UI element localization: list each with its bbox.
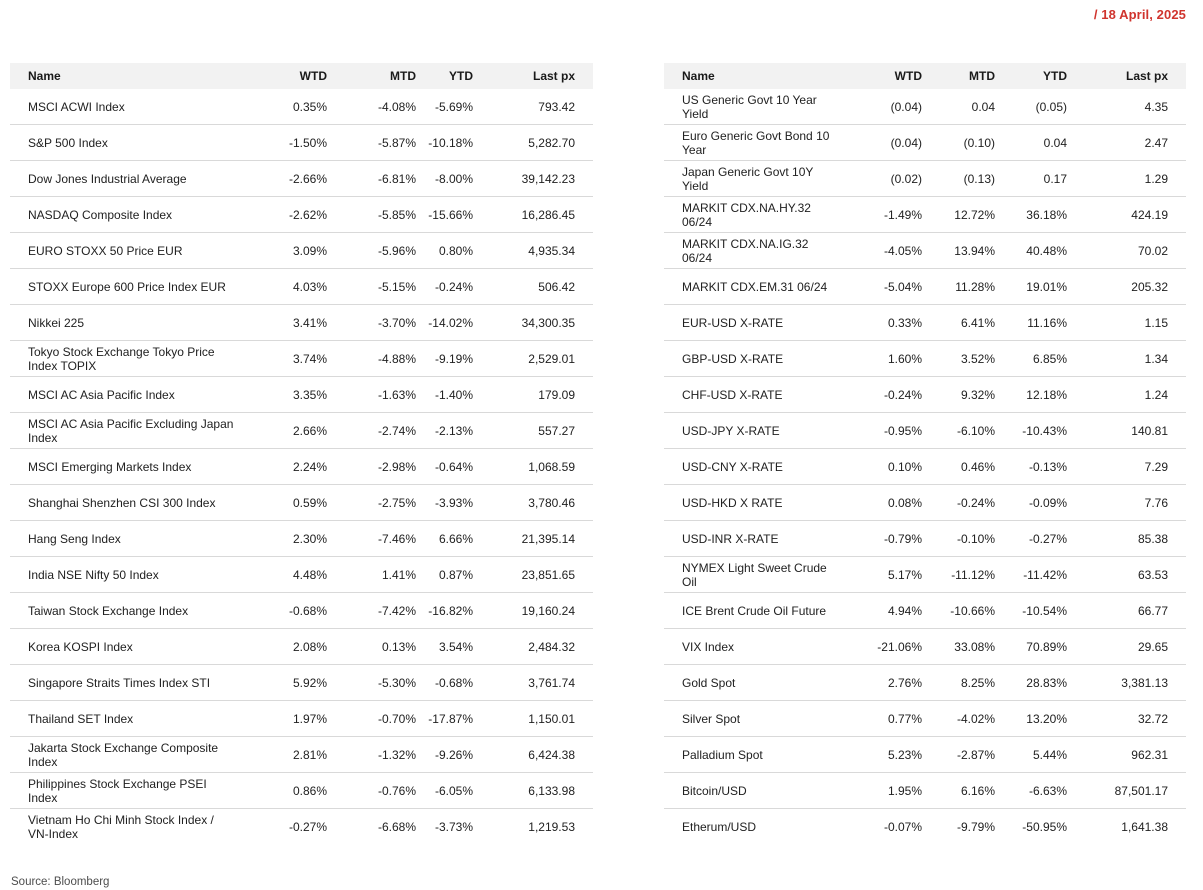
table-row xyxy=(10,305,593,341)
ytd-cell: (0.05) xyxy=(1035,99,1067,114)
mtd-cell: -1.63% xyxy=(327,377,416,413)
mtd-cell: -0.76% xyxy=(327,773,416,809)
table-row xyxy=(664,449,1186,485)
table-row xyxy=(10,413,593,449)
wtd-cell: 4.03% xyxy=(237,269,327,305)
table-row xyxy=(10,629,593,665)
table-row xyxy=(664,485,1186,521)
ytd-cell: -0.09% xyxy=(995,485,1067,521)
mtd-cell: 3.52% xyxy=(922,341,995,377)
name-cell: Nikkei 225 xyxy=(10,305,237,341)
table-row xyxy=(664,233,1186,269)
ytd-cell: -0.64% xyxy=(416,449,473,485)
last-px-cell: 1,150.01 xyxy=(473,701,593,737)
mtd-cell: -1.32% xyxy=(327,737,416,773)
mtd-cell: -2.74% xyxy=(327,413,416,449)
name-cell: Dow Jones Industrial Average xyxy=(10,161,237,197)
last-px-cell: 205.32 xyxy=(1067,269,1186,305)
mtd-cell: -5.85% xyxy=(327,197,416,233)
mtd-cell: -2.75% xyxy=(327,485,416,521)
table-row xyxy=(664,413,1186,449)
last-px-cell: 2,529.01 xyxy=(473,341,593,377)
wtd-cell: -0.27% xyxy=(237,809,327,845)
wtd-cell: 1.95% xyxy=(830,773,922,809)
wtd-cell: 3.35% xyxy=(237,377,327,413)
last-px-cell: 2.47 xyxy=(1067,125,1186,161)
table-row xyxy=(664,701,1186,737)
mtd-cell: -3.70% xyxy=(327,305,416,341)
ytd-cell: -0.13% xyxy=(995,449,1067,485)
wtd-cell: 0.33% xyxy=(830,305,922,341)
col-header-mtd: MTD xyxy=(922,63,995,89)
ytd-cell: 70.89% xyxy=(995,629,1067,665)
name-cell: USD-JPY X-RATE xyxy=(664,413,830,449)
wtd-cell: 0.86% xyxy=(237,773,327,809)
mtd-cell: -4.88% xyxy=(327,341,416,377)
table-row xyxy=(664,665,1186,701)
table-row xyxy=(664,377,1186,413)
wtd-cell: (0.04) xyxy=(890,99,922,114)
last-px-cell: 6,424.38 xyxy=(473,737,593,773)
wtd-cell: 1.97% xyxy=(237,701,327,737)
mtd-cell: -5.96% xyxy=(327,233,416,269)
ytd-cell: 12.18% xyxy=(995,377,1067,413)
last-px-cell: 179.09 xyxy=(473,377,593,413)
mtd-cell: -0.70% xyxy=(327,701,416,737)
last-px-cell: 63.53 xyxy=(1067,557,1186,593)
name-cell: EURO STOXX 50 Price EUR xyxy=(10,233,237,269)
equity-indices-table-body xyxy=(10,89,593,844)
ytd-cell: 3.54% xyxy=(416,629,473,665)
last-px-cell: 1.29 xyxy=(1067,161,1186,197)
table-row xyxy=(664,125,1186,161)
last-px-cell: 4,935.34 xyxy=(473,233,593,269)
table-row xyxy=(10,593,593,629)
col-header-ytd: YTD xyxy=(995,63,1067,89)
mtd-cell: -0.24% xyxy=(922,485,995,521)
wtd-cell: -1.49% xyxy=(830,197,922,233)
wtd-cell: -4.05% xyxy=(830,233,922,269)
ytd-cell: -16.82% xyxy=(416,593,473,629)
report-date: / 18 April, 2025 xyxy=(1093,7,1186,22)
name-cell: MARKIT CDX.NA.IG.32 06/24 xyxy=(664,233,830,269)
wtd-cell: 0.77% xyxy=(830,701,922,737)
last-px-cell: 29.65 xyxy=(1067,629,1186,665)
wtd-cell: 0.35% xyxy=(292,99,327,114)
last-px-cell: 3,381.13 xyxy=(1067,665,1186,701)
last-px-cell: 1,641.38 xyxy=(1067,809,1186,845)
col-header-wtd: WTD xyxy=(830,63,922,89)
table-header-row xyxy=(664,63,1186,89)
ytd-cell: -0.24% xyxy=(416,269,473,305)
last-px-cell: 7.29 xyxy=(1067,449,1186,485)
ytd-cell: -0.68% xyxy=(416,665,473,701)
name-cell: CHF-USD X-RATE xyxy=(664,377,830,413)
name-cell: MSCI AC Asia Pacific Index xyxy=(10,377,237,413)
mtd-cell: 8.25% xyxy=(922,665,995,701)
name-cell: Philippines Stock Exchange PSEI Index xyxy=(10,773,237,809)
ytd-cell: 6.66% xyxy=(416,521,473,557)
col-header-name: Name xyxy=(664,63,830,89)
name-cell: STOXX Europe 600 Price Index EUR xyxy=(10,269,237,305)
last-px-cell: 85.38 xyxy=(1067,521,1186,557)
mtd-cell: 0.04 xyxy=(971,99,995,114)
mtd-cell: 0.13% xyxy=(327,629,416,665)
mtd-cell: 13.94% xyxy=(922,233,995,269)
ytd-cell: -15.66% xyxy=(416,197,473,233)
mtd-cell: 33.08% xyxy=(922,629,995,665)
ytd-cell: -14.02% xyxy=(416,305,473,341)
name-cell: Palladium Spot xyxy=(664,737,830,773)
last-px-cell: 962.31 xyxy=(1067,737,1186,773)
ytd-cell: -17.87% xyxy=(416,701,473,737)
table-row xyxy=(10,485,593,521)
name-cell: MARKIT CDX.NA.HY.32 06/24 xyxy=(664,197,830,233)
name-cell: EUR-USD X-RATE xyxy=(664,305,830,341)
table-row xyxy=(10,557,593,593)
mtd-cell: 12.72% xyxy=(922,197,995,233)
name-cell: Hang Seng Index xyxy=(10,521,237,557)
wtd-cell: 2.30% xyxy=(237,521,327,557)
ytd-cell: -11.42% xyxy=(995,557,1067,593)
mtd-cell: -6.81% xyxy=(327,161,416,197)
ytd-cell: -10.43% xyxy=(995,413,1067,449)
ytd-cell: -3.73% xyxy=(416,809,473,845)
table-row xyxy=(664,773,1186,809)
wtd-cell: 0.59% xyxy=(237,485,327,521)
table-row xyxy=(664,269,1186,305)
ytd-cell: 19.01% xyxy=(995,269,1067,305)
table-row xyxy=(664,737,1186,773)
name-cell: Singapore Straits Times Index STI xyxy=(10,665,237,701)
last-px-cell: 6,133.98 xyxy=(473,773,593,809)
wtd-cell: -0.79% xyxy=(830,521,922,557)
table-row xyxy=(10,125,593,161)
last-px-cell: 557.27 xyxy=(473,413,593,449)
last-px-cell: 34,300.35 xyxy=(473,305,593,341)
ytd-cell: -10.54% xyxy=(995,593,1067,629)
last-px-cell: 4.35 xyxy=(1144,99,1168,114)
name-cell: S&P 500 Index xyxy=(10,125,237,161)
last-px-cell: 1.15 xyxy=(1067,305,1186,341)
ytd-cell: -9.19% xyxy=(416,341,473,377)
mtd-cell: -4.02% xyxy=(922,701,995,737)
name-cell: USD-HKD X RATE xyxy=(664,485,830,521)
table-row xyxy=(10,737,593,773)
col-header-last-px: Last px xyxy=(1067,63,1186,89)
name-cell: Korea KOSPI Index xyxy=(10,629,237,665)
wtd-cell: -0.24% xyxy=(830,377,922,413)
ytd-cell: 0.80% xyxy=(416,233,473,269)
rates-fx-commodities-table-body xyxy=(664,89,1186,844)
wtd-cell: -1.50% xyxy=(237,125,327,161)
table-row xyxy=(664,629,1186,665)
rates-fx-commodities-table xyxy=(664,63,1186,844)
table-row xyxy=(664,161,1186,197)
table-row xyxy=(10,233,593,269)
equity-indices-table xyxy=(10,63,593,844)
col-header-mtd: MTD xyxy=(327,63,416,89)
wtd-cell: 0.10% xyxy=(830,449,922,485)
col-header-last-px: Last px xyxy=(473,63,593,89)
last-px-cell: 21,395.14 xyxy=(473,521,593,557)
name-cell: MARKIT CDX.EM.31 06/24 xyxy=(664,269,830,305)
name-cell: US Generic Govt 10 Year Yield xyxy=(682,92,817,121)
wtd-cell: -2.66% xyxy=(237,161,327,197)
ytd-cell: 5.44% xyxy=(995,737,1067,773)
last-px-cell: 506.42 xyxy=(473,269,593,305)
wtd-cell: 2.81% xyxy=(237,737,327,773)
last-px-cell: 2,484.32 xyxy=(473,629,593,665)
ytd-cell: -10.18% xyxy=(416,125,473,161)
table-row xyxy=(10,665,593,701)
last-px-cell: 793.42 xyxy=(538,99,575,114)
ytd-cell: -2.13% xyxy=(416,413,473,449)
table-row xyxy=(10,521,593,557)
last-px-cell: 3,780.46 xyxy=(473,485,593,521)
name-cell: Gold Spot xyxy=(664,665,830,701)
wtd-cell: 2.66% xyxy=(237,413,327,449)
wtd-cell: 2.24% xyxy=(237,449,327,485)
ytd-cell: -5.69% xyxy=(434,99,473,114)
wtd-cell: -0.95% xyxy=(830,413,922,449)
table-row xyxy=(664,89,1186,125)
name-cell: India NSE Nifty 50 Index xyxy=(10,557,237,593)
last-px-cell: 87,501.17 xyxy=(1067,773,1186,809)
mtd-cell: -4.08% xyxy=(377,99,416,114)
ytd-cell: -8.00% xyxy=(416,161,473,197)
col-header-ytd: YTD xyxy=(416,63,473,89)
table-row xyxy=(664,197,1186,233)
name-cell: USD-INR X-RATE xyxy=(664,521,830,557)
ytd-cell: 0.04 xyxy=(995,125,1067,161)
name-cell: NASDAQ Composite Index xyxy=(10,197,237,233)
col-header-name: Name xyxy=(10,63,237,89)
table-row xyxy=(10,197,593,233)
last-px-cell: 1,068.59 xyxy=(473,449,593,485)
wtd-cell: 5.17% xyxy=(830,557,922,593)
ytd-cell: 0.87% xyxy=(416,557,473,593)
mtd-cell: -9.79% xyxy=(922,809,995,845)
ytd-cell: 6.85% xyxy=(995,341,1067,377)
name-cell: Euro Generic Govt Bond 10 Year xyxy=(664,125,830,161)
wtd-cell: -0.07% xyxy=(830,809,922,845)
mtd-cell: -5.30% xyxy=(327,665,416,701)
mtd-cell: -5.87% xyxy=(327,125,416,161)
ytd-cell: 40.48% xyxy=(995,233,1067,269)
table-row xyxy=(10,341,593,377)
last-px-cell: 23,851.65 xyxy=(473,557,593,593)
name-cell: Shanghai Shenzhen CSI 300 Index xyxy=(10,485,237,521)
mtd-cell: 1.41% xyxy=(327,557,416,593)
table-row xyxy=(664,557,1186,593)
last-px-cell: 3,761.74 xyxy=(473,665,593,701)
name-cell: Jakarta Stock Exchange Composite Index xyxy=(10,737,237,773)
table-row xyxy=(10,269,593,305)
table-row xyxy=(10,161,593,197)
mtd-cell: (0.10) xyxy=(922,125,995,161)
last-px-cell: 32.72 xyxy=(1067,701,1186,737)
table-row xyxy=(10,449,593,485)
ytd-cell: 36.18% xyxy=(995,197,1067,233)
wtd-cell: (0.02) xyxy=(830,161,922,197)
mtd-cell: -10.66% xyxy=(922,593,995,629)
last-px-cell: 140.81 xyxy=(1067,413,1186,449)
wtd-cell: -21.06% xyxy=(830,629,922,665)
name-cell: Taiwan Stock Exchange Index xyxy=(10,593,237,629)
name-cell: Bitcoin/USD xyxy=(664,773,830,809)
last-px-cell: 39,142.23 xyxy=(473,161,593,197)
mtd-cell: -0.10% xyxy=(922,521,995,557)
name-cell: Silver Spot xyxy=(664,701,830,737)
ytd-cell: -3.93% xyxy=(416,485,473,521)
table-row xyxy=(664,809,1186,845)
ytd-cell: -9.26% xyxy=(416,737,473,773)
wtd-cell: -5.04% xyxy=(830,269,922,305)
mtd-cell: -6.68% xyxy=(327,809,416,845)
last-px-cell: 66.77 xyxy=(1067,593,1186,629)
last-px-cell: 424.19 xyxy=(1067,197,1186,233)
wtd-cell: 2.76% xyxy=(830,665,922,701)
mtd-cell: -5.15% xyxy=(327,269,416,305)
name-cell: VIX Index xyxy=(664,629,830,665)
wtd-cell: -2.62% xyxy=(237,197,327,233)
table-row xyxy=(10,773,593,809)
name-cell: MSCI Emerging Markets Index xyxy=(10,449,237,485)
table-row xyxy=(10,809,593,845)
name-cell: MSCI AC Asia Pacific Excluding Japan Index xyxy=(10,413,237,449)
name-cell: ICE Brent Crude Oil Future xyxy=(664,593,830,629)
name-cell: GBP-USD X-RATE xyxy=(664,341,830,377)
table-row xyxy=(10,701,593,737)
name-cell: Japan Generic Govt 10Y Yield xyxy=(664,161,830,197)
wtd-cell: (0.04) xyxy=(830,125,922,161)
name-cell: Vietnam Ho Chi Minh Stock Index / VN-Index xyxy=(10,809,237,845)
table-header-row xyxy=(10,63,593,89)
ytd-cell: 28.83% xyxy=(995,665,1067,701)
last-px-cell: 19,160.24 xyxy=(473,593,593,629)
wtd-cell: 4.94% xyxy=(830,593,922,629)
mtd-cell: 0.46% xyxy=(922,449,995,485)
name-cell: MSCI ACWI Index xyxy=(28,99,125,114)
table-row xyxy=(664,341,1186,377)
last-px-cell: 1,219.53 xyxy=(473,809,593,845)
mtd-cell: 11.28% xyxy=(922,269,995,305)
table-row xyxy=(664,521,1186,557)
wtd-cell: 5.92% xyxy=(237,665,327,701)
mtd-cell: -7.42% xyxy=(327,593,416,629)
wtd-cell: 3.09% xyxy=(237,233,327,269)
ytd-cell: -6.63% xyxy=(995,773,1067,809)
mtd-cell: -11.12% xyxy=(922,557,995,593)
wtd-cell: 0.08% xyxy=(830,485,922,521)
mtd-cell: -2.87% xyxy=(922,737,995,773)
name-cell: Etherum/USD xyxy=(664,809,830,845)
ytd-cell: -6.05% xyxy=(416,773,473,809)
ytd-cell: -1.40% xyxy=(416,377,473,413)
ytd-cell: -50.95% xyxy=(995,809,1067,845)
name-cell: NYMEX Light Sweet Crude Oil xyxy=(664,557,830,593)
ytd-cell: 0.17 xyxy=(995,161,1067,197)
wtd-cell: 1.60% xyxy=(830,341,922,377)
mtd-cell: (0.13) xyxy=(922,161,995,197)
last-px-cell: 1.34 xyxy=(1067,341,1186,377)
wtd-cell: 3.41% xyxy=(237,305,327,341)
last-px-cell: 7.76 xyxy=(1067,485,1186,521)
wtd-cell: 4.48% xyxy=(237,557,327,593)
last-px-cell: 1.24 xyxy=(1067,377,1186,413)
mtd-cell: -2.98% xyxy=(327,449,416,485)
wtd-cell: 5.23% xyxy=(830,737,922,773)
name-cell: USD-CNY X-RATE xyxy=(664,449,830,485)
table-row xyxy=(10,89,593,125)
mtd-cell: 9.32% xyxy=(922,377,995,413)
table-row xyxy=(664,305,1186,341)
col-header-wtd: WTD xyxy=(237,63,327,89)
ytd-cell: -0.27% xyxy=(995,521,1067,557)
last-px-cell: 5,282.70 xyxy=(473,125,593,161)
mtd-cell: 6.16% xyxy=(922,773,995,809)
wtd-cell: 2.08% xyxy=(237,629,327,665)
mtd-cell: 6.41% xyxy=(922,305,995,341)
wtd-cell: -0.68% xyxy=(237,593,327,629)
ytd-cell: 13.20% xyxy=(995,701,1067,737)
ytd-cell: 11.16% xyxy=(995,305,1067,341)
wtd-cell: 3.74% xyxy=(237,341,327,377)
source-attribution: Source: Bloomberg xyxy=(11,876,110,888)
table-row xyxy=(10,377,593,413)
mtd-cell: -6.10% xyxy=(922,413,995,449)
last-px-cell: 16,286.45 xyxy=(473,197,593,233)
name-cell: Tokyo Stock Exchange Tokyo Price Index TOPIX xyxy=(10,341,237,377)
mtd-cell: -7.46% xyxy=(327,521,416,557)
name-cell: Thailand SET Index xyxy=(10,701,237,737)
table-row xyxy=(664,593,1186,629)
last-px-cell: 70.02 xyxy=(1067,233,1186,269)
